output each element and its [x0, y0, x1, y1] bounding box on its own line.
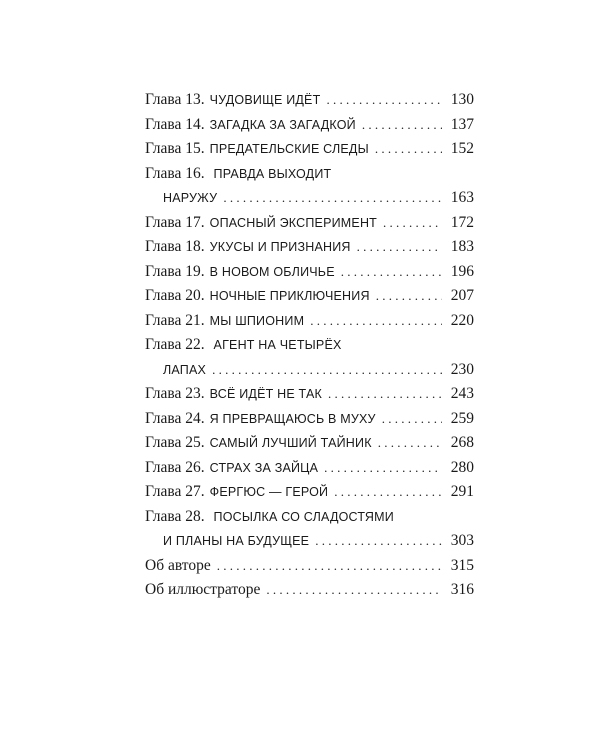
page-number: 207 [450, 287, 474, 304]
toc-entry-chapter-27[interactable] [145, 480, 474, 505]
toc-entry-chapter-22-line-2[interactable] [145, 358, 474, 383]
page-number: 220 [450, 311, 474, 329]
page-number: 183 [450, 238, 474, 255]
chapter-number: Глава 15. [145, 140, 205, 157]
page-number: 259 [450, 409, 474, 427]
chapter-number: Глава 17. [145, 213, 205, 231]
chapter-title-line-2: ЛАПАХ [163, 362, 207, 377]
chapter-title: ВСЁ ИДЁТ НЕ ТАК [209, 387, 323, 401]
dot-leader [378, 431, 442, 456]
toc-entry-chapter-24[interactable] [145, 407, 474, 432]
chapter-number: Глава 28. [145, 507, 205, 525]
toc-entry-chapter-18[interactable] [145, 235, 474, 260]
toc-entry-chapter-28-line-1[interactable] [145, 505, 474, 530]
dot-leader [310, 309, 442, 334]
chapter-number: Глава 25. [145, 434, 205, 451]
table-of-contents [145, 88, 474, 603]
dot-leader [223, 186, 442, 211]
chapter-title: ФЕРГЮС — ГЕРОЙ [209, 485, 329, 499]
chapter-number: Глава 16. [145, 164, 205, 182]
chapter-number: Глава 14. [145, 115, 205, 133]
page-number: 172 [450, 213, 474, 231]
dot-leader [362, 113, 442, 138]
chapter-title-line-2: НАРУЖУ [163, 191, 218, 205]
toc-entry-chapter-28-line-2[interactable] [145, 529, 474, 554]
dot-leader [315, 529, 442, 554]
chapter-number: Глава 20. [145, 287, 205, 304]
page-number: 196 [450, 262, 474, 280]
chapter-title-line-1: ПРАВДА ВЫХОДИТ [213, 166, 332, 181]
toc-entry-chapter-17[interactable] [145, 211, 474, 236]
page-number: 137 [450, 115, 474, 133]
chapter-title: ОПАСНЫЙ ЭКСПЕРИМЕНТ [209, 215, 378, 230]
chapter-title: СТРАХ ЗА ЗАЙЦА [209, 460, 319, 475]
toc-entry-chapter-16-line-1[interactable] [145, 162, 474, 187]
page-number: 303 [450, 532, 474, 549]
chapter-number: Глава 21. [145, 311, 205, 329]
toc-entry-chapter-20[interactable] [145, 284, 474, 309]
page-number: 316 [450, 581, 474, 598]
page-number: 291 [450, 483, 474, 500]
section-title: Об авторе [145, 556, 211, 574]
dot-leader [266, 578, 442, 603]
chapter-title: УКУСЫ И ПРИЗНАНИЯ [209, 240, 351, 254]
chapter-number: Глава 26. [145, 458, 205, 476]
toc-entry-chapter-22-line-1[interactable] [145, 333, 474, 358]
dot-leader [334, 480, 442, 505]
dot-leader [357, 235, 442, 260]
toc-entry-chapter-14[interactable] [145, 113, 474, 138]
toc-entry-chapter-16-line-2[interactable] [145, 186, 474, 211]
chapter-title: В НОВОМ ОБЛИЧЬЕ [209, 264, 335, 279]
toc-entry-about-illustrator[interactable] [145, 578, 474, 603]
page-number: 268 [450, 434, 474, 451]
toc-entry-about-author[interactable] [145, 554, 474, 579]
page-number: 315 [450, 556, 474, 574]
page-number: 280 [450, 458, 474, 476]
dot-leader [383, 211, 442, 236]
dot-leader [212, 358, 442, 383]
chapter-number: Глава 27. [145, 483, 205, 500]
chapter-title: НОЧНЫЕ ПРИКЛЮЧЕНИЯ [209, 289, 370, 303]
page-number: 152 [450, 140, 474, 157]
dot-leader [324, 456, 442, 481]
chapter-number: Глава 23. [145, 385, 205, 402]
chapter-title: МЫ ШПИОНИМ [209, 313, 305, 328]
dot-leader [376, 284, 442, 309]
chapter-title: ЗАГАДКА ЗА ЗАГАДКОЙ [209, 117, 356, 132]
chapter-title: ПРЕДАТЕЛЬСКИЕ СЛЕДЫ [209, 142, 369, 156]
toc-entry-chapter-23[interactable] [145, 382, 474, 407]
dot-leader [375, 137, 442, 162]
toc-entry-chapter-19[interactable] [145, 260, 474, 285]
dot-leader [326, 88, 442, 113]
page-number: 243 [450, 385, 474, 402]
dot-leader [341, 260, 442, 285]
dot-leader [382, 407, 442, 432]
chapter-number: Глава 24. [145, 409, 205, 427]
chapter-title: САМЫЙ ЛУЧШИЙ ТАЙНИК [209, 436, 372, 450]
dot-leader [217, 554, 442, 579]
page-number: 130 [450, 91, 474, 108]
section-title: Об иллюстраторе [145, 581, 261, 598]
toc-entry-chapter-25[interactable] [145, 431, 474, 456]
chapter-title-line-1: ПОСЫЛКА СО СЛАДОСТЯМИ [213, 509, 394, 524]
page-number: 163 [450, 189, 474, 206]
toc-entry-chapter-15[interactable] [145, 137, 474, 162]
toc-entry-chapter-13[interactable] [145, 88, 474, 113]
toc-entry-chapter-26[interactable] [145, 456, 474, 481]
chapter-number: Глава 19. [145, 262, 205, 280]
chapter-title-line-2: И ПЛАНЫ НА БУДУЩЕЕ [163, 534, 310, 548]
chapter-title: ЧУДОВИЩЕ ИДЁТ [209, 93, 321, 107]
chapter-title: Я ПРЕВРАЩАЮСЬ В МУХУ [209, 411, 376, 426]
dot-leader [328, 382, 442, 407]
chapter-number: Глава 18. [145, 238, 205, 255]
toc-entry-chapter-21[interactable] [145, 309, 474, 334]
page-number: 230 [450, 360, 474, 378]
chapter-number: Глава 13. [145, 91, 205, 108]
chapter-number: Глава 22. [145, 336, 205, 353]
chapter-title-line-1: АГЕНТ НА ЧЕТЫРЁХ [213, 338, 342, 352]
